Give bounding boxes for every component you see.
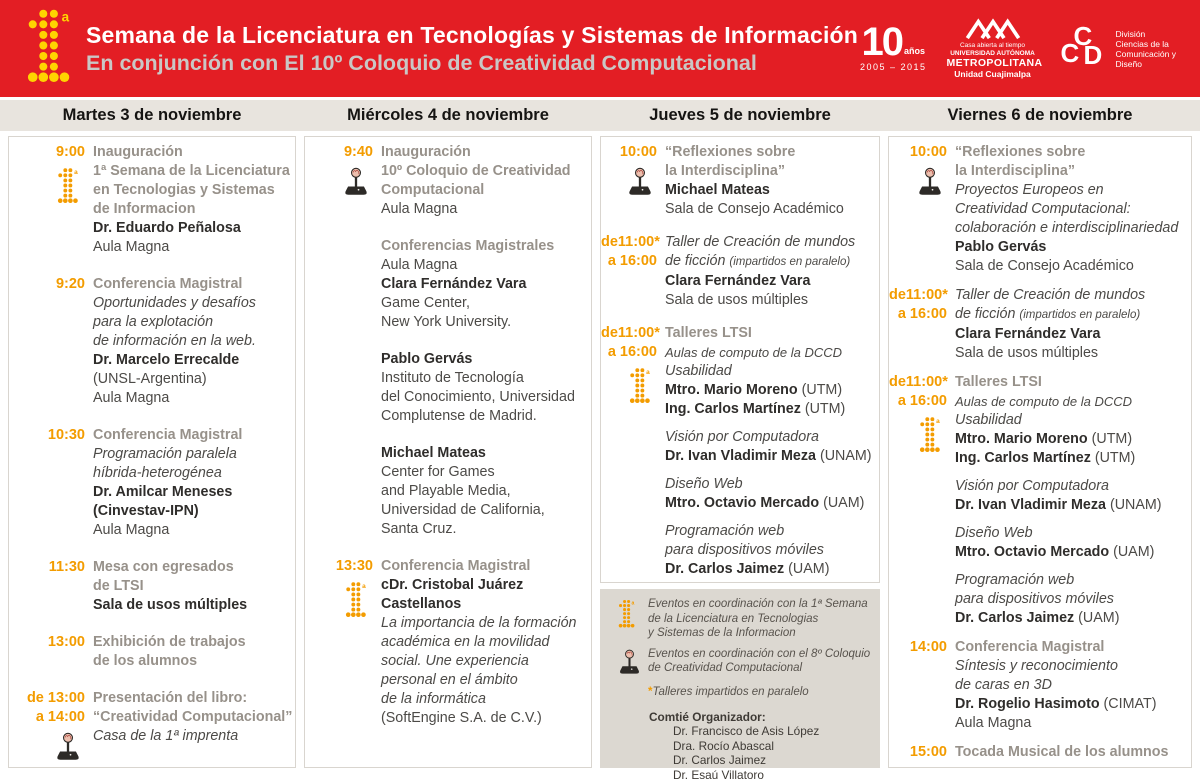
event-content (93, 689, 295, 761)
event-time-gutter (305, 557, 381, 728)
event-time: a 14:00 (35, 709, 85, 725)
ccd-logo-text: División Ciencias de la Comunicación y Diseño (1115, 28, 1176, 69)
event-line: del Conocimiento, Universidad (381, 389, 575, 405)
event-line: (Cinvestav-IPN) (93, 503, 199, 519)
event-content (381, 557, 591, 728)
event-line: Dr. Ivan Vladimir Meza (UNAM) (955, 497, 1162, 513)
event-line: Center for Games (381, 464, 495, 480)
events-panel (888, 136, 1192, 768)
day-header-martes: Martes 3 de noviembre (62, 106, 242, 124)
event-line: Clara Fernández Vara (381, 276, 527, 292)
event-line: la Interdisciplina” (955, 163, 1075, 179)
event-line: Dr. Carlos Jaimez (UAM) (955, 610, 1120, 626)
event-line: Castellanos (381, 596, 462, 612)
schedule-event (889, 743, 1191, 762)
event-content (381, 444, 591, 539)
event-content (93, 558, 295, 615)
affiliation-suffix: (UAM) (784, 561, 830, 577)
committee-member: Dr. Esaú Villatoro (673, 767, 764, 782)
event-line: de LTSI (93, 578, 144, 594)
event-time-gutter (889, 638, 955, 733)
event-time: 9:00 (55, 144, 85, 160)
event-line: Usabilidad (665, 363, 732, 379)
event-line: de la informática (381, 691, 486, 707)
event-line: Visión por Computadora (665, 429, 819, 445)
event-line: Sala de Consejo Académico (955, 258, 1134, 274)
event-time: a 16:00 (607, 344, 657, 360)
event-line: Michael Mateas (665, 182, 770, 198)
event-line: Talleres LTSI (665, 325, 752, 341)
event-line: New York University. (381, 314, 512, 330)
event-time-gutter (889, 743, 955, 762)
event-time: de11:00* (889, 374, 948, 390)
event-line: Dr. Rogelio Hasimoto (CIMAT) (955, 696, 1157, 712)
affiliation-suffix: (UAM) (819, 495, 865, 511)
event-time: de 13:00 (26, 690, 85, 706)
event-line: Casa de la 1ª imprenta (93, 728, 239, 744)
event-line: de caras en 3D (955, 677, 1052, 693)
event-line: Dr. Carlos Jaimez (UAM) (665, 561, 830, 577)
event-time: a 16:00 (897, 306, 947, 322)
event-line: Mtro. Mario Moreno (UTM) (955, 431, 1133, 447)
event-line: de ficción (impartidos en paralelo) (665, 253, 851, 269)
event-line: Computacional (381, 182, 485, 198)
svg-text:a: a (646, 368, 650, 376)
event-line: social. Une experiencia (381, 653, 529, 669)
column-miercoles (304, 136, 592, 768)
semana-1a-icon (889, 416, 955, 454)
event-time: 13:00 (47, 634, 85, 650)
coloquio-joystick-icon (889, 167, 955, 196)
event-content (665, 324, 879, 579)
schedule-event (889, 286, 1191, 363)
event-line: Ing. Carlos Martínez (UTM) (665, 401, 846, 417)
anniversary-10-logo: 10 años 2005 – 2015 (859, 19, 927, 72)
event-line: Aulas de computo de la DCCD (665, 345, 843, 360)
event-line: Mtro. Mario Moreno (UTM) (665, 382, 843, 398)
semana-1a-icon (618, 597, 648, 641)
organizing-committee (618, 710, 874, 782)
events-panel (304, 136, 592, 768)
event-line: de ficción (impartidos en paralelo) (955, 306, 1141, 322)
svg-text:a: a (631, 600, 635, 607)
event-time-gutter (889, 373, 955, 628)
committee-member: Dr. Francisco de Asis López (673, 724, 820, 739)
event-line: Exhibición de trabajos (93, 634, 246, 650)
affiliation-suffix: (UTM) (800, 401, 846, 417)
parenthetical-note: (impartidos en paralelo) (729, 256, 851, 268)
schedule-event (9, 558, 295, 615)
event-line: Ing. Carlos Martínez (UTM) (955, 450, 1136, 466)
event-time: a 16:00 (897, 393, 947, 409)
event-content (93, 633, 295, 671)
event-line: la Interdisciplina” (665, 163, 785, 179)
event-time: de11:00* (889, 287, 948, 303)
event-line: para la explotación (93, 314, 214, 330)
event-line: Taller de Creación de mundos (665, 234, 856, 250)
event-time: 9:20 (55, 276, 85, 292)
legend-star-marker (618, 685, 648, 700)
event-time: 10:30 (47, 427, 85, 443)
legend-item (618, 597, 874, 641)
event-time-gutter (9, 558, 93, 615)
event-line-gap (955, 468, 1191, 477)
event-line: Aula Magna (381, 201, 458, 217)
event-line: de información en la web. (93, 333, 256, 349)
affiliation-suffix: (CIMAT) (1099, 696, 1157, 712)
schedule-event (9, 275, 295, 408)
event-line: Mtro. Octavio Mercado (UAM) (665, 495, 865, 511)
event-content (381, 350, 591, 426)
schedule-event (889, 143, 1191, 276)
event-content (381, 143, 591, 219)
event-time-gutter (9, 426, 93, 540)
legend-text (648, 647, 870, 680)
committee-member: Dra. Rocío Abascal (673, 738, 774, 753)
event-line: La importancia de la formación (381, 615, 577, 631)
event-line: Inauguración (381, 144, 471, 160)
event-line: 1ª Semana de la Licenciatura (93, 163, 290, 179)
event-line: Michael Mateas (381, 445, 486, 461)
schedule-event (889, 638, 1191, 733)
event-content (955, 638, 1191, 733)
semana-1a-icon (305, 581, 381, 619)
event-line: Tocada Musical de los alumnos (955, 744, 1169, 760)
event-line: Usabilidad (955, 412, 1022, 428)
event-line: cDr. Cristobal Juárez (381, 577, 524, 593)
schedule-event (305, 237, 591, 332)
event-time: de11:00* (601, 325, 660, 341)
event-content (955, 143, 1191, 276)
event-time: 13:30 (335, 558, 373, 574)
event-line: Dr. Eduardo Peñalosa (93, 220, 241, 236)
event-line: Aula Magna (381, 257, 458, 273)
event-time-gutter (601, 233, 665, 310)
event-line: Diseño Web (665, 476, 743, 492)
events-panel (600, 136, 880, 583)
uam-logo: Casa abierta al tiempo UNIVERSIDAD AUTÓNOMA METROPOLITANA Unidad Cuajimalpa (947, 18, 1039, 79)
semana-1a-icon (9, 167, 93, 205)
event-line: Inauguración (93, 144, 183, 160)
schedule-event (305, 350, 591, 426)
event-line: Sala de Consejo Académico (665, 201, 844, 217)
parenthetical-note: (impartidos en paralelo) (1019, 309, 1141, 321)
event-time: de11:00* (601, 234, 660, 250)
affiliation-suffix: (UTM) (797, 382, 843, 398)
event-content (381, 237, 591, 332)
event-line: (SoftEngine S.A. de C.V.) (381, 710, 542, 726)
legend-line: de la Licenciatura en Tecnologias (648, 612, 819, 625)
event-content (93, 275, 295, 408)
uam-logo-mark (964, 18, 1022, 40)
event-line: Programación web (665, 523, 785, 539)
event-line: Síntesis y reconocimiento (955, 658, 1118, 674)
schedule-event (9, 426, 295, 540)
day-header-viernes: Viernes 6 de noviembre (947, 106, 1133, 124)
event-line: Programación paralela (93, 446, 237, 462)
event-line: (UNSL-Argentina) (93, 371, 207, 387)
legend-line: y Sistemas de la Informacion (648, 627, 796, 639)
column-viernes (888, 136, 1192, 768)
event-line: Pablo Gervás (955, 239, 1047, 255)
events-panel (8, 136, 296, 768)
schedule-event (9, 143, 295, 257)
semana-1a-icon (601, 367, 665, 405)
event-line-gap (955, 562, 1191, 571)
coloquio-joystick-icon (601, 167, 665, 196)
event-line: Creatividad Computacional: (955, 201, 1131, 217)
event-line: Aula Magna (955, 715, 1032, 731)
event-time-gutter (9, 143, 93, 257)
event-time: 10:00 (909, 144, 947, 160)
event-line: académica en la movilidad (381, 634, 550, 650)
ccd-logo (1059, 20, 1176, 75)
event-line: and Playable Media, (381, 483, 511, 499)
ccd-logo-mark: C C D (1060, 20, 1103, 70)
event-line: Mesa con egresados (93, 559, 234, 575)
event-line: Dr. Ivan Vladimir Meza (UNAM) (665, 448, 872, 464)
event-line: Aula Magna (93, 239, 170, 255)
event-line: Pablo Gervás (381, 351, 473, 367)
schedule-columns (0, 136, 1200, 782)
event-line: Complutense de Madrid. (381, 408, 537, 424)
event-line: Mtro. Octavio Mercado (UAM) (955, 544, 1155, 560)
svg-text:a: a (74, 168, 78, 176)
event-time: 15:00 (909, 744, 947, 760)
affiliation-suffix: (UTM) (1087, 431, 1133, 447)
event-content (93, 426, 295, 540)
legend-item (618, 647, 874, 680)
affiliation-suffix: (UTM) (1090, 450, 1136, 466)
event-line: Conferencias Magistrales (381, 238, 555, 254)
event-time: a 16:00 (607, 253, 657, 269)
event-line: Proyectos Europeos en (955, 182, 1104, 198)
event-time-gutter (601, 324, 665, 579)
schedule-event (305, 444, 591, 539)
event-line: Programación web (955, 572, 1075, 588)
event-line: Game Center, (381, 295, 470, 311)
legend-line: *Talleres impartidos en paralelo (648, 686, 809, 699)
schedule-event (305, 143, 591, 219)
event-time-gutter (601, 143, 665, 219)
affiliation-suffix: (UNAM) (1105, 497, 1162, 513)
event-line: Instituto de Tecnología (381, 370, 524, 386)
event-line: Taller de Creación de mundos (955, 287, 1146, 303)
event-line: para dispositivos móviles (665, 542, 824, 558)
affiliation-suffix: (UNAM) (815, 448, 872, 464)
event-line: Aula Magna (93, 390, 170, 406)
column-martes (8, 136, 296, 768)
event-time-gutter (9, 275, 93, 408)
event-line: híbrida-heterogénea (93, 465, 222, 481)
anniversary-years: 2005 – 2015 (859, 61, 927, 72)
event-time-gutter (305, 444, 381, 539)
event-content (955, 743, 1191, 762)
event-line: Clara Fernández Vara (955, 326, 1101, 342)
asterisk-marker: * (648, 686, 653, 699)
committee-member: Dr. Carlos Jaimez (673, 753, 767, 768)
committee-title: Comtié Organizador: (649, 709, 766, 724)
event-content (955, 373, 1191, 628)
event-line: Santa Cruz. (381, 521, 457, 537)
poster-subtitle: En conjunción con El 10º Coloquio de Creatividad Computacional (86, 50, 757, 75)
coloquio-joystick-icon (618, 647, 648, 680)
event-line: Dr. Amilcar Meneses (93, 484, 233, 500)
event-content (665, 143, 879, 219)
event-line-gap (665, 466, 879, 475)
schedule-event (9, 633, 295, 671)
event-line: “Reflexiones sobre (955, 144, 1086, 160)
event-time-gutter (9, 633, 93, 671)
day-header-band (0, 100, 1200, 131)
event-line: Dr. Marcelo Errecalde (93, 352, 240, 368)
header-banner (0, 0, 1200, 97)
poster-title: Semana de la Licenciatura en Tecnologías y Sistemas de Información (86, 21, 859, 48)
schedule-event (305, 557, 591, 728)
event-time-gutter (305, 143, 381, 219)
event-time: 11:30 (48, 559, 85, 575)
event-line: Aula Magna (93, 522, 170, 538)
schedule-event (601, 143, 879, 219)
event-line: Conferencia Magistral (93, 276, 243, 292)
day-header-jueves: Jueves 5 de noviembre (649, 106, 831, 124)
event-line: Conferencia Magistral (955, 639, 1105, 655)
event-line: en Tecnologias y Sistemas (93, 182, 275, 198)
event-time-gutter (305, 350, 381, 426)
event-line: “Creatividad Computacional” (93, 709, 293, 725)
event-line: Talleres LTSI (955, 374, 1042, 390)
event-line: Universidad de California, (381, 502, 545, 518)
legend-box (600, 589, 880, 782)
event-line: Conferencia Magistral (93, 427, 243, 443)
event-line: “Reflexiones sobre (665, 144, 796, 160)
event-line: Visión por Computadora (955, 478, 1109, 494)
legend-line: de Creatividad Computacional (648, 662, 803, 674)
event-content (93, 143, 295, 257)
event-line: de los alumnos (93, 653, 198, 669)
legend-line: Eventos en coordinación con el 8º Coloquio (648, 647, 871, 660)
legend-line: Eventos en coordinación con la 1ª Semana (648, 598, 868, 610)
schedule-event (9, 689, 295, 761)
event-line: Conferencia Magistral (381, 558, 531, 574)
event-line-gap (665, 419, 879, 428)
event-time-gutter (9, 689, 93, 761)
event-content (665, 233, 879, 310)
poster-titles (86, 21, 858, 77)
event-line: 10º Coloquio de Creatividad (381, 163, 571, 179)
event-line-gap (665, 513, 879, 522)
event-line: Diseño Web (955, 525, 1033, 541)
event-line: para dispositivos móviles (955, 591, 1114, 607)
column-jueves (600, 136, 880, 782)
event-time: 10:00 (619, 144, 657, 160)
coloquio-joystick-icon (305, 167, 381, 196)
event-line: Sala de usos múltiples (93, 597, 248, 613)
coloquio-joystick-icon (9, 732, 93, 761)
event-time: 9:40 (343, 144, 373, 160)
event-line: Clara Fernández Vara (665, 273, 811, 289)
event-line-gap (955, 515, 1191, 524)
day-header-miercoles: Miércoles 4 de noviembre (347, 106, 549, 124)
svg-text:a: a (61, 9, 70, 25)
affiliation-suffix: (UAM) (1109, 544, 1155, 560)
legend-item (618, 685, 874, 700)
event-time-gutter (305, 237, 381, 332)
event-line: personal en el ámbito (381, 672, 518, 688)
svg-text:a: a (936, 417, 940, 425)
legend-text (648, 597, 868, 641)
event-line: Sala de usos múltiples (955, 345, 1099, 361)
event-content (955, 286, 1191, 363)
event-line: Oportunidades y desafíos (93, 295, 256, 311)
event-time-gutter (889, 286, 955, 363)
schedule-event (601, 324, 879, 579)
event-line: de Informacion (93, 201, 196, 217)
event-time: 14:00 (909, 639, 947, 655)
event-line: Sala de usos múltiples (665, 292, 809, 308)
schedule-event (889, 373, 1191, 628)
event-line: colaboración e interdisciplinariedad (955, 220, 1179, 236)
event-line: Presentación del libro: (93, 690, 248, 706)
semana-1a-logo (26, 7, 76, 91)
event-line: Aulas de computo de la DCCD (955, 394, 1133, 409)
affiliation-suffix: (UAM) (1074, 610, 1120, 626)
schedule-event (601, 233, 879, 310)
svg-text:a: a (362, 582, 366, 590)
header-logos (860, 0, 1176, 97)
event-time-gutter (889, 143, 955, 276)
legend-text (648, 685, 809, 700)
